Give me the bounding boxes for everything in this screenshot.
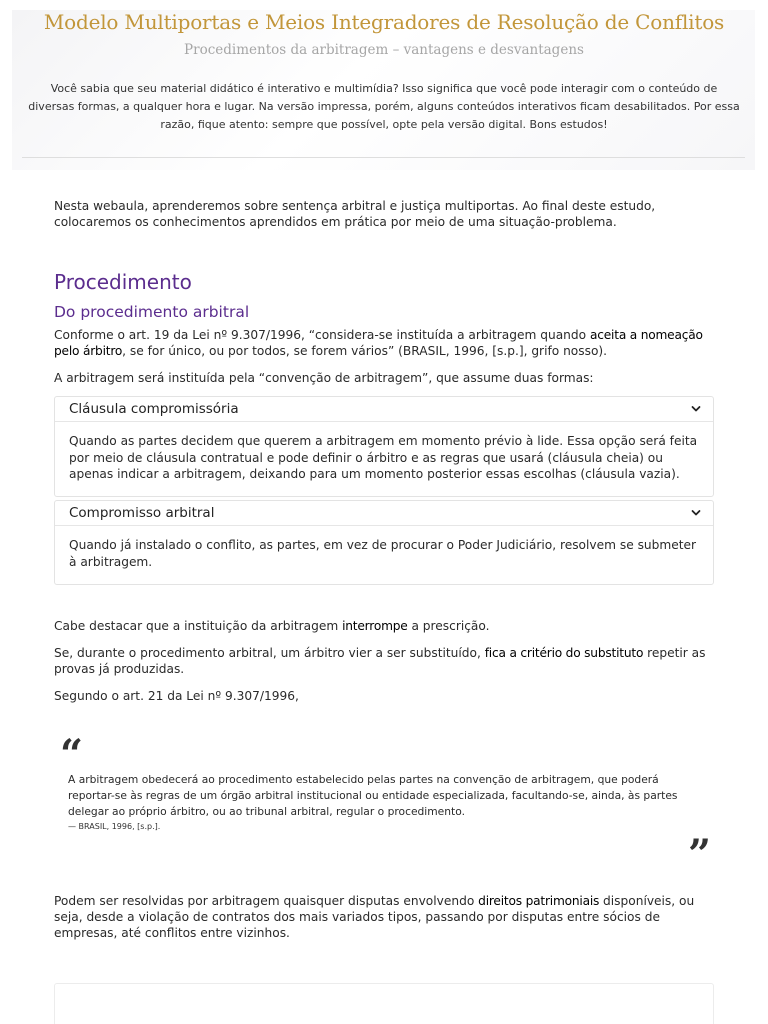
emphasis-text: direitos patrimoniais	[478, 894, 600, 908]
accordion-header-compromisso[interactable]	[55, 501, 713, 526]
paragraph-convencao: A arbitragem será instituída pela “convenção de arbitragem”, que assume duas formas:	[54, 371, 594, 385]
section-heading: Procedimento	[54, 270, 192, 294]
section-subheading: Do procedimento arbitral	[54, 303, 250, 321]
content-box	[54, 983, 714, 1024]
accordion-clausula	[54, 396, 714, 497]
quote-open-icon: “	[60, 731, 84, 778]
paragraph-text: a prescrição.	[407, 619, 490, 633]
digital-version-notice: Você sabia que seu material didático é interativo e multimídia? Isso significa que você pode interagir com o conteúdo de diversas formas, a qualquer hora e lugar. Na versão impressa, porém, alguns conteúdos interativos ficam desabilitados. Por essa razão, fique atento: sempre que possível, opte pela versão digital. Bons estudos!	[28, 82, 740, 131]
paragraph-prescricao	[54, 618, 714, 634]
paragraph-text: , se for único, ou por todos, se forem vários” (BRASIL, 1996, [s.p.], grifo nosso).	[122, 344, 608, 358]
emphasis-text: fica a critério do substituto	[484, 646, 644, 660]
paragraph-text: Conforme o art. 19 da Lei nº 9.307/1996, “considera-se instituída a arbitragem quando	[54, 328, 590, 342]
blockquote-citation: — BRASIL, 1996, [s.p.].	[68, 822, 161, 831]
intro-paragraph: Nesta webaula, aprenderemos sobre sentença arbitral e justiça multiportas. Ao final deste estudo, colocaremos os conhecimentos aprendidos em prática por meio de uma situação-problema.	[54, 199, 656, 229]
accordion-body-compromisso: Quando já instalado o conflito, as partes, em vez de procurar o Poder Judiciário, resolvem se submeter à arbitragem.	[69, 538, 697, 569]
page-subtitle: Procedimentos da arbitragem – vantagens e desvantagens	[184, 42, 584, 58]
accordion-header-clausula[interactable]	[55, 397, 713, 422]
page-title: Modelo Multiportas e Meios Integradores de Resolução de Conflitos	[43, 10, 725, 34]
quote-close-icon: ”	[688, 831, 712, 878]
paragraph-art-21: Segundo o art. 21 da Lei nº 9.307/1996,	[54, 689, 299, 703]
paragraph-text: disponíveis, ou seja, desde a violação de contratos dos mais variados tipos, passando por disputas entre sócios de empresas, até conflitos entre vizinhos.	[54, 894, 695, 940]
paragraph-text: Cabe destacar que a instituição da arbitragem	[54, 619, 343, 633]
emphasis-text: interrompe	[342, 619, 408, 633]
paragraph-text: Se, durante o procedimento arbitral, um árbitro vier a ser substituído,	[54, 646, 485, 660]
accordion-body-clausula: Quando as partes decidem que querem a arbitragem em momento prévio à lide. Essa opção será feita por meio de cláusula contratual e pode definir o árbitro e as regras que usará (cláusula cheia) ou apenas indicar a arbitragem, deixando para um momento posterior essas escolhas (cláusula vazia).	[69, 434, 698, 481]
accordion-compromisso	[54, 500, 714, 585]
blockquote-text: A arbitragem obedecerá ao procedimento estabelecido pelas partes na convenção de arbitragem, que poderá reportar-se às regras de um órgão arbitral institucional ou entidade especializada, facultando-se, ainda, às partes delegar ao próprio árbitro, ou ao tribunal arbitral, regular o procedimento.	[68, 773, 678, 818]
emphasis-text: aceita a nomeação pelo árbitro	[54, 328, 703, 358]
header-divider	[22, 157, 745, 158]
chevron-down-icon[interactable]	[691, 508, 701, 518]
paragraph-text: repetir as provas já produzidas.	[54, 646, 706, 676]
paragraph-art-19	[54, 327, 714, 359]
paragraph-substituicao	[54, 645, 714, 677]
accordion-title: Compromisso arbitral	[69, 505, 215, 521]
chevron-down-icon[interactable]	[691, 404, 701, 414]
accordion-title: Cláusula compromissória	[69, 401, 239, 417]
paragraph-direitos	[54, 893, 714, 941]
paragraph-text: Podem ser resolvidas por arbitragem quaisquer disputas envolvendo	[54, 894, 479, 908]
